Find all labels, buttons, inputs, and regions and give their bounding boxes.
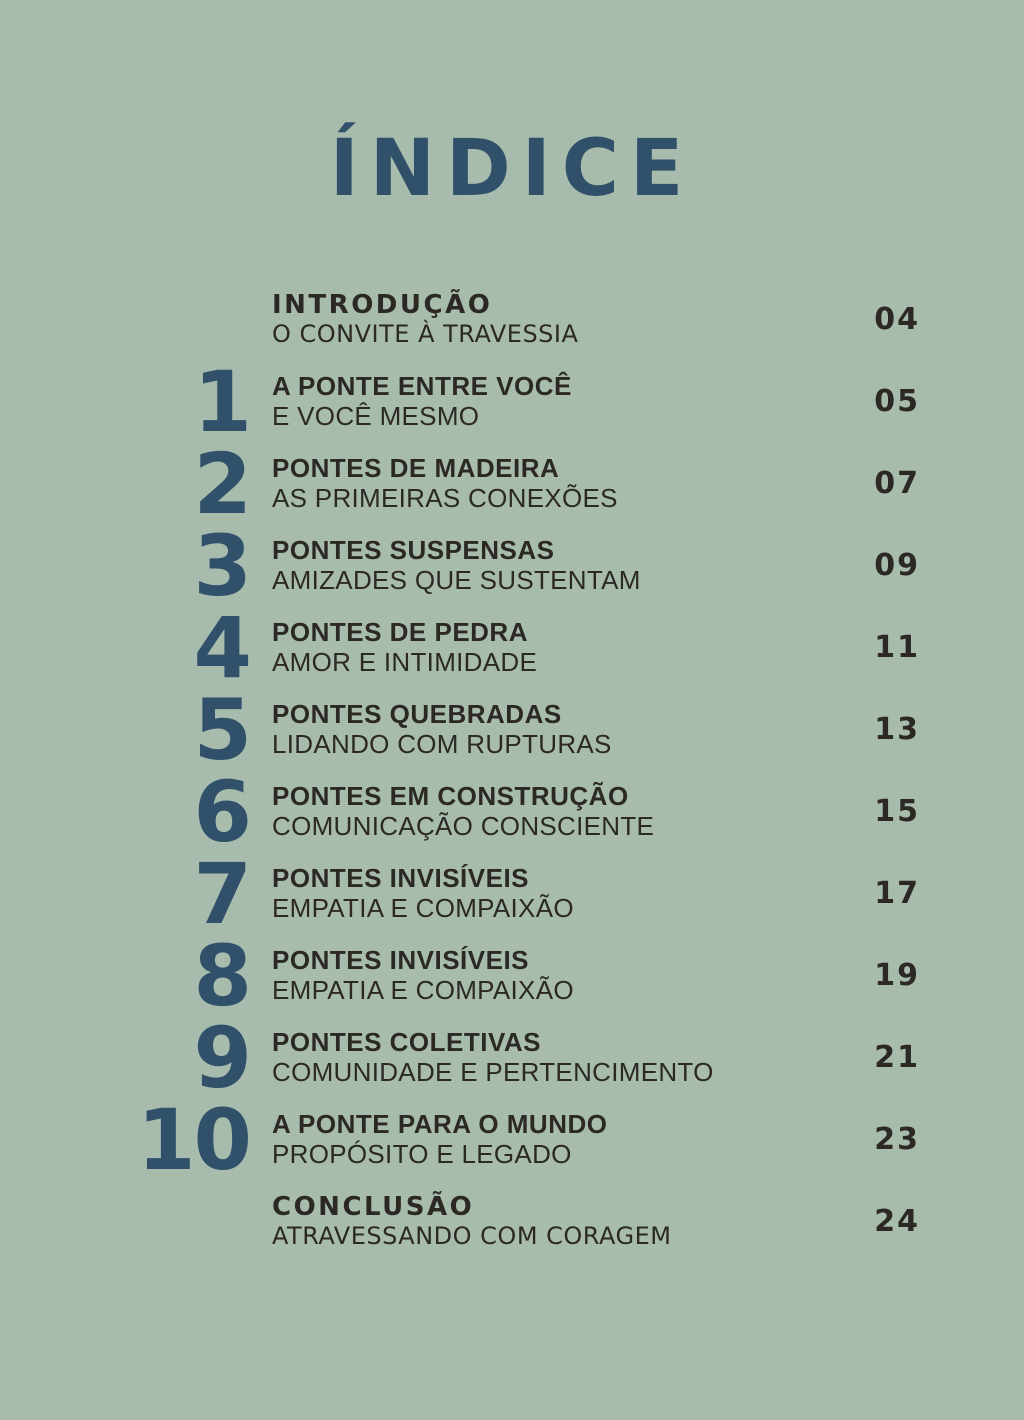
entry-title: PONTES QUEBRADAS <box>272 699 562 730</box>
entry-subtitle: LIDANDO COM RUPTURAS <box>272 729 612 759</box>
entry-page-number: 13 <box>874 712 920 747</box>
entry-subtitle: AMOR E INTIMIDADE <box>272 647 538 677</box>
entry-text <box>250 291 800 348</box>
entry-text <box>250 1110 800 1170</box>
entry-subtitle: O CONVITE À TRAVESSIA <box>272 320 579 349</box>
toc-entry <box>0 1009 920 1107</box>
entry-text <box>250 618 800 678</box>
page-title: ÍNDICE <box>329 124 695 214</box>
entry-subtitle: COMUNIDADE E PERTENCIMENTO <box>272 1057 714 1087</box>
entry-page-number: 05 <box>874 384 920 419</box>
toc-entry <box>0 517 920 615</box>
entry-page-number: 17 <box>874 876 920 911</box>
entry-subtitle: AS PRIMEIRAS CONEXÕES <box>272 483 618 513</box>
chapter-number: 4 <box>193 599 250 697</box>
toc-entry <box>0 681 920 779</box>
entry-page-number: 15 <box>874 794 920 829</box>
entry-subtitle: EMPATIA E COMPAIXÃO <box>272 975 574 1005</box>
chapter-number: 9 <box>193 1009 250 1107</box>
chapter-number: 3 <box>193 517 250 615</box>
entry-page-number: 07 <box>874 466 920 501</box>
entry-text <box>250 700 800 760</box>
toc-entry <box>0 353 920 451</box>
toc-entry <box>0 845 920 943</box>
entry-title: PONTES DE PEDRA <box>272 617 528 648</box>
entry-text <box>250 1193 800 1250</box>
entry-page-number: 23 <box>874 1122 920 1157</box>
entry-subtitle: COMUNICAÇÃO CONSCIENTE <box>272 811 655 841</box>
chapter-number: 1 <box>193 353 250 451</box>
entry-subtitle: EMPATIA E COMPAIXÃO <box>272 893 574 923</box>
entry-page-number: 21 <box>874 1040 920 1075</box>
entry-page-number: 19 <box>874 958 920 993</box>
entry-text <box>250 864 800 924</box>
entry-subtitle: AMIZADES QUE SUSTENTAM <box>272 565 641 595</box>
entry-title: A PONTE PARA O MUNDO <box>272 1109 608 1140</box>
entry-page-number: 11 <box>874 630 920 665</box>
toc-entry <box>0 1181 920 1263</box>
entry-subtitle: E VOCÊ MESMO <box>272 401 480 431</box>
toc-list <box>0 279 920 1263</box>
entry-text <box>250 454 800 514</box>
entry-title: PONTES SUSPENSAS <box>272 535 555 566</box>
toc-entry <box>0 279 920 361</box>
entry-text <box>250 782 800 842</box>
entry-title: PONTES INVISÍVEIS <box>272 945 530 976</box>
entry-text <box>250 946 800 1006</box>
entry-title: PONTES COLETIVAS <box>272 1027 541 1058</box>
entry-title: PONTES EM CONSTRUÇÃO <box>272 781 629 812</box>
chapter-number: 10 <box>137 1091 250 1189</box>
entry-title: PONTES DE MADEIRA <box>272 453 560 484</box>
chapter-number: 8 <box>193 927 250 1025</box>
entry-text <box>250 1028 800 1088</box>
entry-page-number: 09 <box>874 548 920 583</box>
entry-subtitle: ATRAVESSANDO COM CORAGEM <box>272 1222 672 1251</box>
entry-page-number: 04 <box>874 302 920 337</box>
entry-subtitle: PROPÓSITO E LEGADO <box>272 1139 572 1169</box>
toc-entry <box>0 1091 920 1189</box>
entry-text <box>250 536 800 596</box>
toc-entry <box>0 435 920 533</box>
toc-entry <box>0 599 920 697</box>
chapter-number: 2 <box>193 435 250 533</box>
entry-title: A PONTE ENTRE VOCÊ <box>272 371 572 402</box>
chapter-number: 7 <box>193 845 250 943</box>
chapter-number: 6 <box>193 763 250 861</box>
chapter-number: 5 <box>193 681 250 779</box>
entry-title: PONTES INVISÍVEIS <box>272 863 530 894</box>
entry-page-number: 24 <box>874 1204 920 1239</box>
toc-entry <box>0 927 920 1025</box>
entry-text <box>250 372 800 432</box>
entry-title: INTRODUÇÃO <box>272 290 493 321</box>
entry-title: CONCLUSÃO <box>272 1192 475 1223</box>
toc-entry <box>0 763 920 861</box>
